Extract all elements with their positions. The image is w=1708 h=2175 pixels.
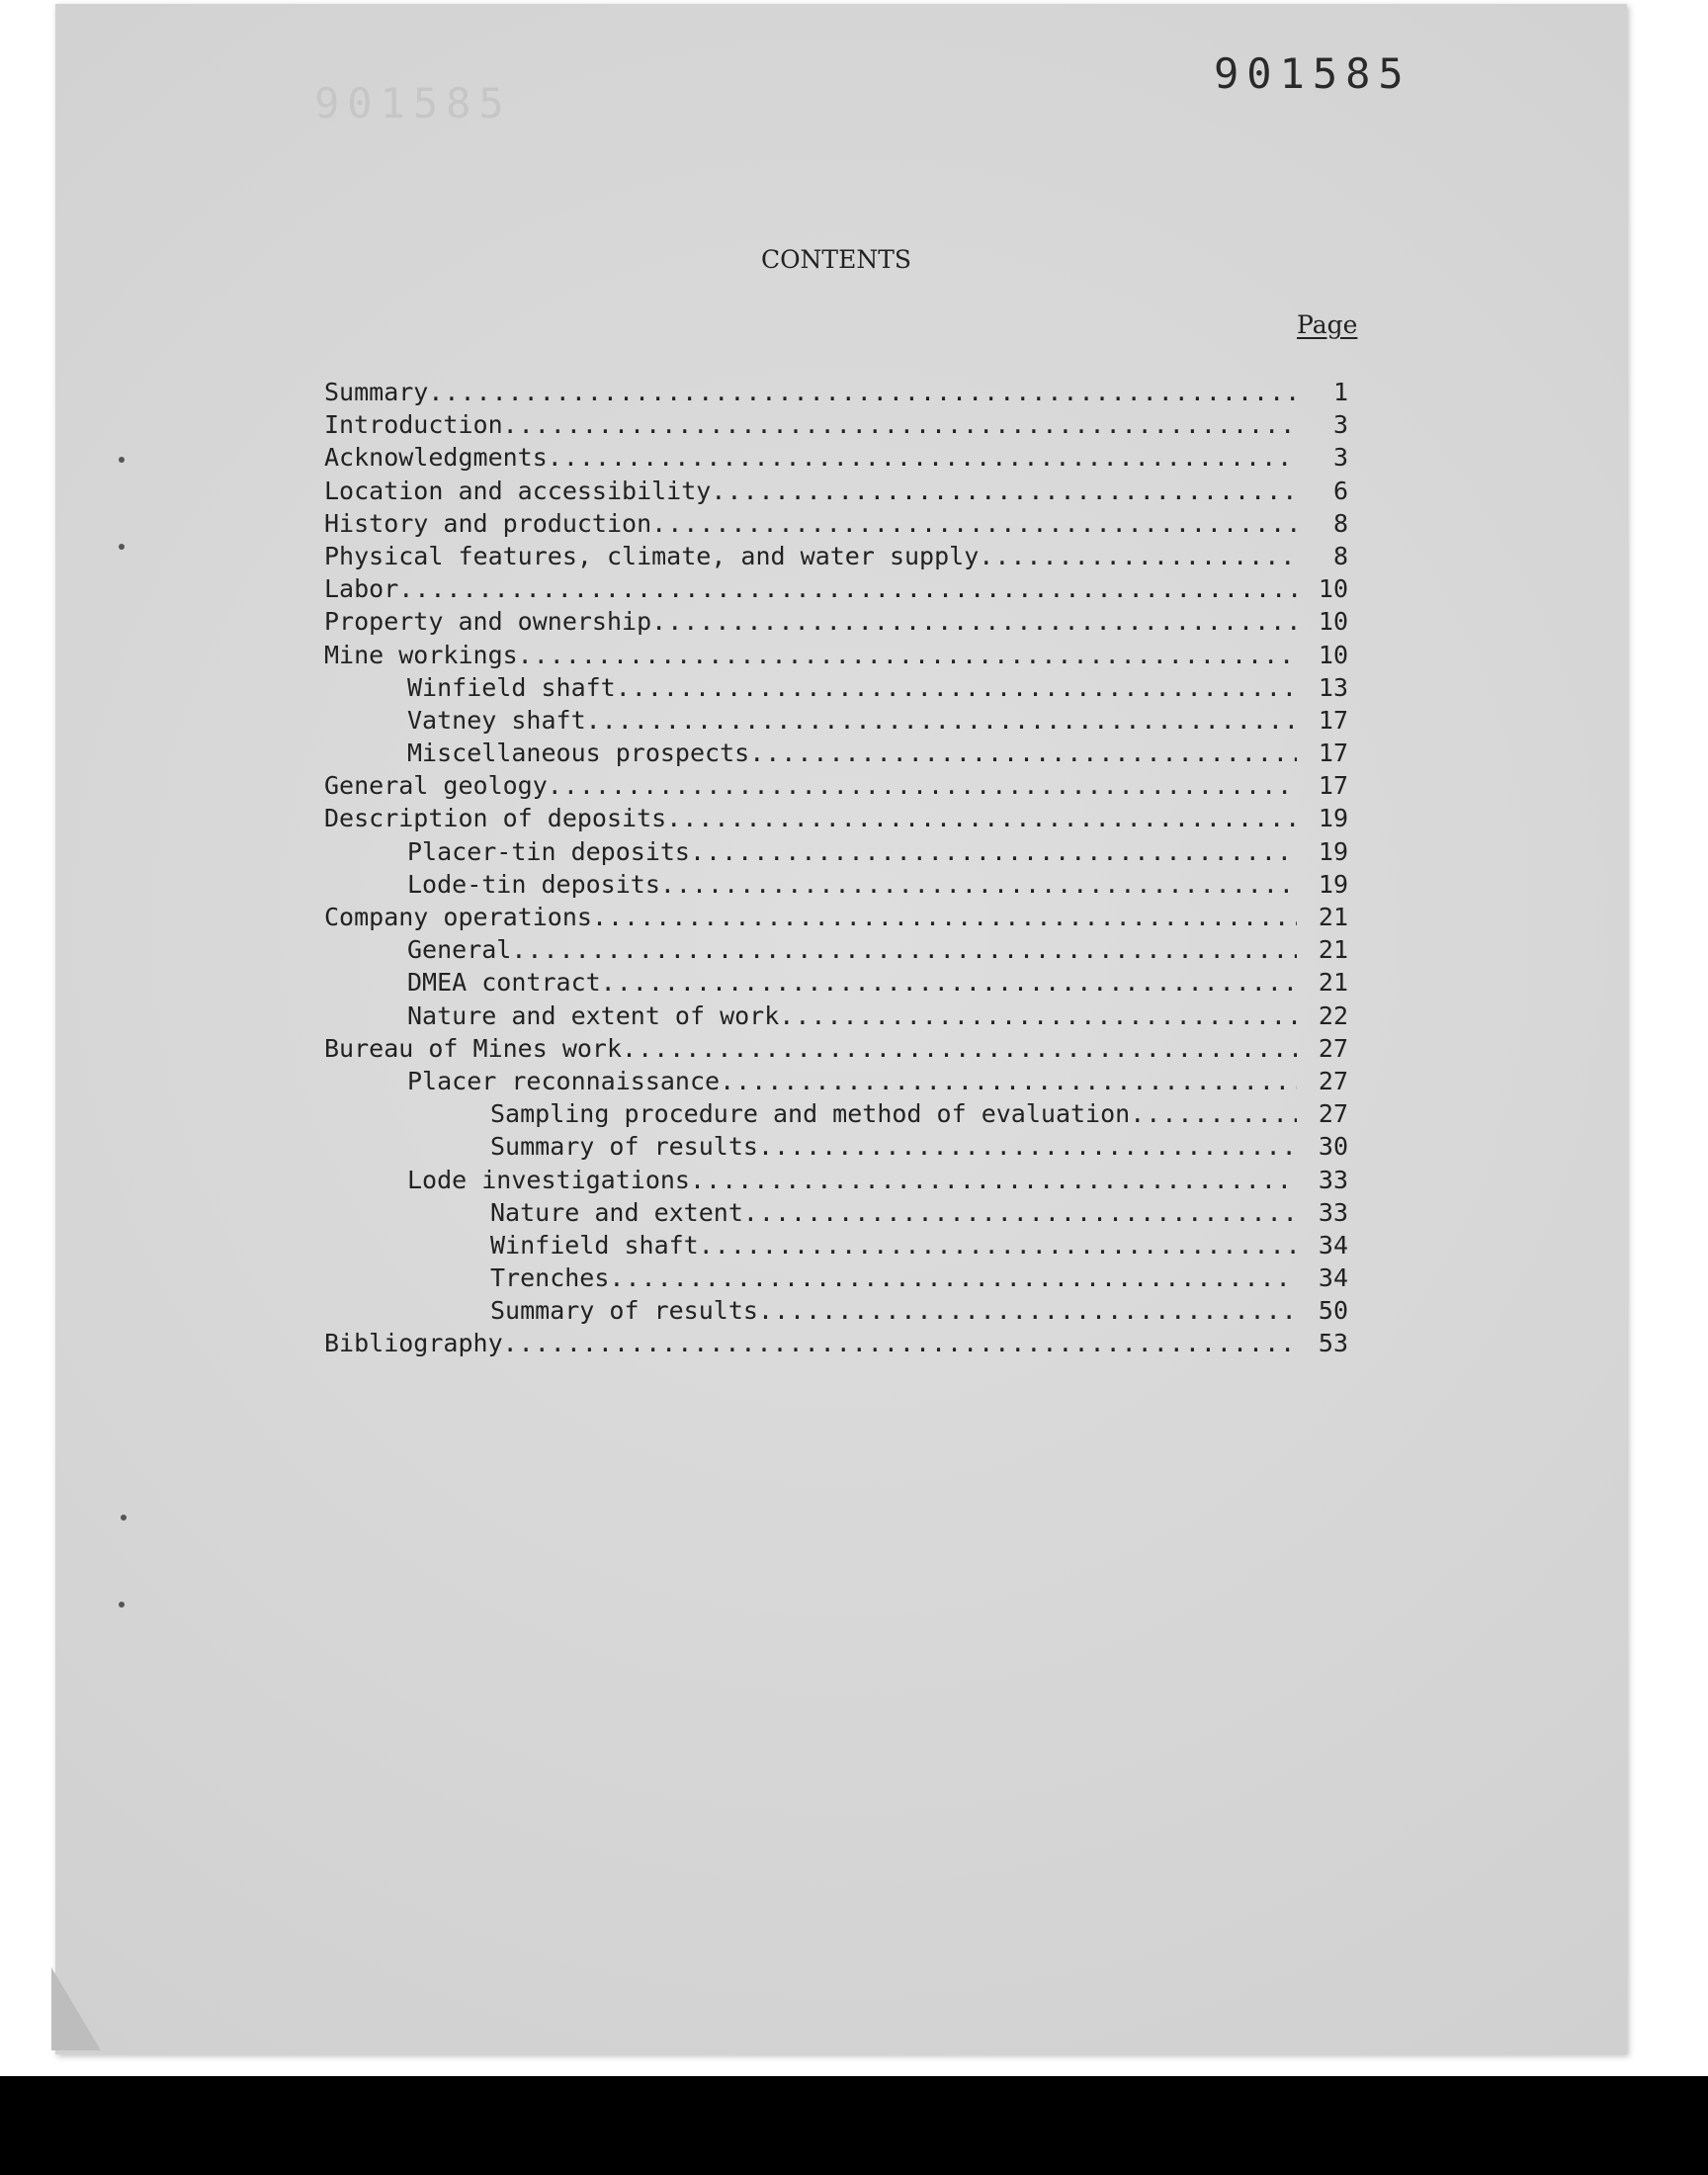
toc-dot-leader — [660, 868, 1297, 901]
toc-entry-label: Introduction — [324, 410, 503, 440]
toc-entry-page: 17 — [1318, 771, 1348, 801]
toc-dot-leader — [548, 441, 1297, 474]
toc-dot-leader — [511, 933, 1297, 966]
toc-entry-page: 6 — [1332, 476, 1348, 505]
toc-dot-leader — [720, 1065, 1297, 1097]
toc-entry-page: 19 — [1318, 836, 1348, 866]
toc-entry-page: 27 — [1318, 1033, 1348, 1063]
toc-entry-page: 34 — [1318, 1263, 1348, 1293]
margin-mark — [119, 457, 125, 463]
toc-dot-leader — [428, 376, 1297, 408]
toc-entry-label: Acknowledgments — [324, 443, 548, 473]
toc-dot-leader — [711, 475, 1297, 507]
toc-entry — [324, 376, 1348, 408]
toc-entry-label: Vatney shaft — [407, 705, 586, 735]
toc-entry-label: Description of deposits — [324, 804, 667, 833]
toc-entry — [324, 1130, 1348, 1163]
toc-dot-leader — [743, 1196, 1297, 1229]
toc-dot-leader — [758, 1294, 1297, 1327]
toc-entry — [324, 1164, 1348, 1196]
toc-entry-label: Summary — [324, 378, 429, 406]
toc-entry-label: History and production — [324, 508, 652, 538]
margin-mark — [119, 544, 125, 550]
toc-entry — [324, 605, 1348, 638]
toc-entry-page: 8 — [1332, 541, 1348, 570]
toc-entry-page: 8 — [1332, 508, 1348, 538]
toc-entry-label: Mine workings — [324, 640, 518, 669]
toc-entry-page: 19 — [1318, 804, 1348, 833]
margin-mark — [119, 1602, 125, 1608]
toc-entry — [324, 1327, 1348, 1359]
toc-entry-label: Nature and extent — [490, 1197, 743, 1227]
scanner-background — [0, 2076, 1708, 2175]
document-number: 901585 — [1214, 49, 1411, 98]
toc-entry — [324, 507, 1348, 540]
toc-entry — [324, 868, 1348, 901]
toc-entry — [324, 671, 1348, 704]
toc-entry-page: 53 — [1318, 1329, 1348, 1358]
toc-entry-label: General geology — [324, 771, 548, 801]
toc-dot-leader — [699, 1229, 1297, 1262]
faint-document-number: 901585 — [314, 79, 512, 128]
toc-entry-label: Bureau of Mines work — [324, 1033, 623, 1063]
toc-dot-leader — [666, 802, 1297, 834]
toc-entry-page: 10 — [1318, 607, 1348, 637]
toc-entry-label: Winfield shaft — [490, 1230, 699, 1260]
toc-entry — [324, 441, 1348, 474]
toc-dot-leader — [503, 408, 1297, 441]
toc-entry-page: 10 — [1318, 574, 1348, 604]
toc-entry — [324, 540, 1348, 572]
toc-entry-page: 17 — [1318, 705, 1348, 735]
toc-entry-page: 21 — [1318, 968, 1348, 998]
toc-entry-page: 50 — [1318, 1296, 1348, 1326]
toc-entry — [324, 769, 1348, 802]
toc-dot-leader — [979, 540, 1297, 572]
toc-dot-leader — [586, 704, 1297, 737]
toc-dot-leader — [779, 1000, 1297, 1032]
toc-entry — [324, 1065, 1348, 1097]
toc-entry — [324, 408, 1348, 441]
toc-entry-page: 10 — [1318, 640, 1348, 669]
toc-entry-page: 33 — [1318, 1197, 1348, 1227]
folded-corner — [51, 1967, 101, 2050]
toc-entry-page: 17 — [1318, 739, 1348, 768]
toc-entry — [324, 901, 1348, 933]
toc-entry-label: DMEA contract — [407, 968, 601, 998]
toc-entry-label: Physical features, climate, and water supply — [324, 541, 980, 570]
toc-dot-leader — [548, 769, 1297, 802]
toc-entry-label: Labor — [324, 574, 399, 604]
toc-entry-page: 19 — [1318, 869, 1348, 899]
toc-dot-leader — [503, 1327, 1297, 1359]
toc-entry-page: 33 — [1318, 1165, 1348, 1194]
toc-entry — [324, 1229, 1348, 1262]
toc-entry-label: Location and accessibility — [324, 476, 712, 505]
toc-dot-leader — [398, 572, 1297, 605]
toc-entry — [324, 704, 1348, 737]
toc-entry-page: 21 — [1318, 903, 1348, 931]
toc-dot-leader — [601, 966, 1297, 999]
toc-entry — [324, 1262, 1348, 1294]
toc-entry-page: 22 — [1318, 1000, 1348, 1030]
toc-dot-leader — [690, 1164, 1297, 1196]
toc-entry-label: Bibliography — [324, 1329, 503, 1358]
toc-entry — [324, 639, 1348, 671]
page-title: CONTENTS — [760, 245, 912, 274]
toc-entry — [324, 1294, 1348, 1327]
toc-entry-page: 30 — [1318, 1132, 1348, 1162]
toc-entry-label: Winfield shaft — [407, 672, 616, 702]
toc-entry-label: Summary of results — [490, 1296, 758, 1326]
toc-dot-leader — [609, 1262, 1297, 1294]
toc-entry — [324, 1196, 1348, 1229]
toc-entry-label: Lode investigations — [407, 1165, 690, 1194]
toc-entry-label: Trenches — [490, 1263, 610, 1293]
toc-entry — [324, 1000, 1348, 1032]
toc-entry-label: Summary of results — [490, 1132, 758, 1162]
toc-entry — [324, 933, 1348, 966]
toc-entry-label: General — [407, 935, 512, 965]
toc-entry-label: Sampling procedure and method of evaluation — [490, 1099, 1131, 1129]
margin-mark — [121, 1515, 127, 1521]
toc-entry — [324, 737, 1348, 769]
table-of-contents — [324, 376, 1348, 1360]
toc-dot-leader — [758, 1130, 1297, 1163]
toc-entry-label: Miscellaneous prospects — [407, 739, 750, 768]
toc-dot-leader — [518, 639, 1297, 671]
toc-entry — [324, 475, 1348, 507]
toc-entry-label: Company operations — [324, 903, 592, 931]
toc-entry-page: 27 — [1318, 1066, 1348, 1095]
toc-dot-leader — [749, 737, 1297, 769]
toc-dot-leader — [651, 605, 1297, 638]
toc-dot-leader — [592, 901, 1297, 933]
toc-dot-leader — [1130, 1097, 1297, 1130]
toc-entry — [324, 802, 1348, 834]
toc-entry-page: 27 — [1318, 1099, 1348, 1129]
toc-dot-leader — [690, 835, 1297, 868]
toc-entry — [324, 572, 1348, 605]
toc-entry-label: Placer-tin deposits — [407, 836, 690, 866]
toc-entry-label: Property and ownership — [324, 607, 652, 637]
toc-entry — [324, 1097, 1348, 1130]
toc-dot-leader — [622, 1032, 1297, 1065]
toc-entry — [324, 835, 1348, 868]
toc-dot-leader — [651, 507, 1297, 540]
toc-entry-label: Nature and extent of work — [407, 1000, 780, 1030]
toc-dot-leader — [616, 671, 1297, 704]
toc-entry-page: 1 — [1332, 378, 1348, 406]
toc-entry-label: Placer reconnaissance — [407, 1066, 721, 1095]
toc-entry — [324, 966, 1348, 999]
toc-entry-page: 13 — [1318, 672, 1348, 702]
page-column-header: Page — [1297, 310, 1358, 339]
toc-entry-page: 34 — [1318, 1230, 1348, 1260]
toc-entry-page: 3 — [1332, 443, 1348, 473]
toc-entry — [324, 1032, 1348, 1065]
toc-entry-page: 21 — [1318, 935, 1348, 965]
toc-entry-label: Lode-tin deposits — [407, 869, 660, 899]
toc-entry-page: 3 — [1332, 410, 1348, 440]
